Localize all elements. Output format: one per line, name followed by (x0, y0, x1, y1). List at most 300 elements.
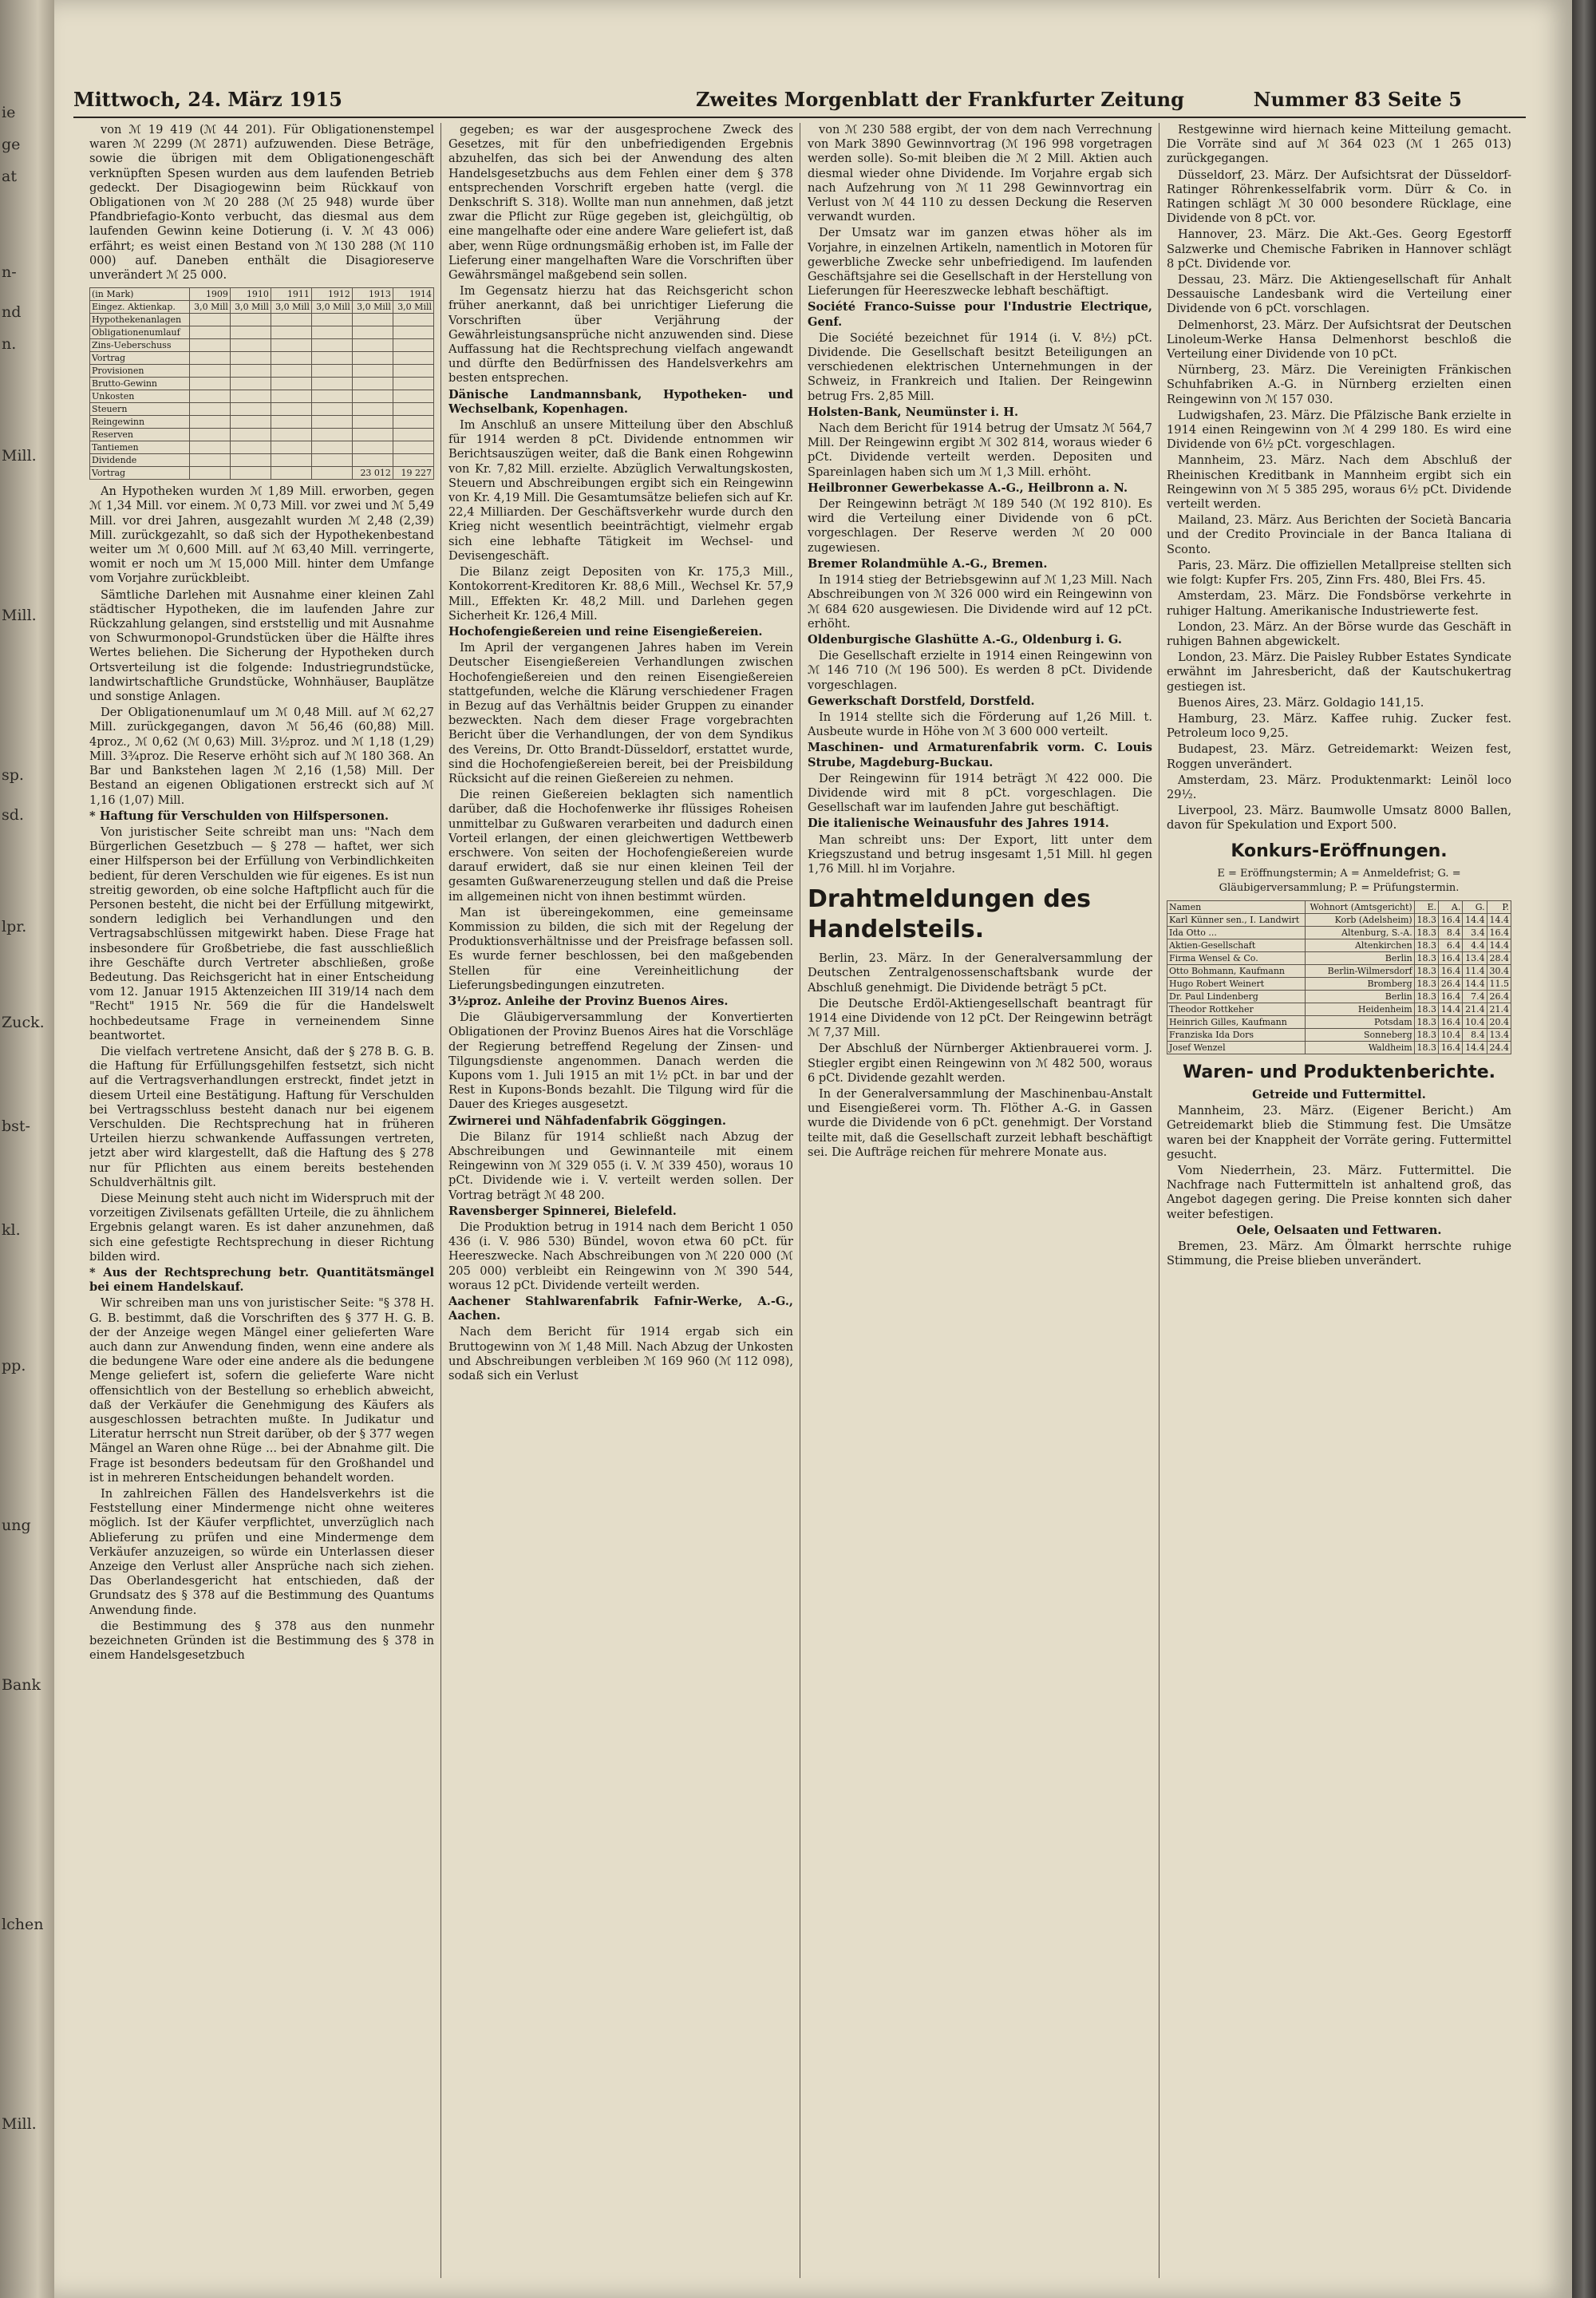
article-text: Paris, 23. März. Die offiziellen Metallpreise stellten sich wie folgt: Kupfer Frs. 205, Zinn Frs. 480, Blei Frs. 45. (1167, 558, 1511, 587)
article-text: Man ist übereingekommen, eine gemeinsame Kommission zu bilden, die sich mit der Regelung der Produktionsverhältnisse und der Preisfrage befassen soll. Es wurde ferner beschlossen, bei den maßgebenden Stellen für eine Vereinheitlichung der Lieferungsbedingungen einzutreten. (448, 905, 793, 992)
table-cell (230, 326, 271, 339)
article-text: Sämtliche Darlehen mit Ausnahme einer kleinen Zahl städtischer Hypotheken, die im laufenden Jahre zur Rückzahlung gelangen, sind erststellig und mit Ausnahme von Schwurmonopol-Grundstücken über die Hälfte ihres Wertes beliehen. Die Sicherung der Hypotheken durch Ortsverteilung ist die folgende: Industriegrundstücke, landwirtschaftliche Grundstücke, Wohnhäuser, Bauplätze und sonstige Anlagen. (89, 587, 434, 704)
table-cell (271, 365, 311, 378)
header-date: Mittwoch, 24. März 1915 (73, 88, 342, 111)
table-cell (393, 403, 433, 416)
table-body (1167, 913, 1511, 1054)
strip-fragment: sd. (2, 806, 24, 824)
table-cell (311, 441, 352, 454)
table-header-cell: 1909 (189, 288, 230, 301)
table-cell: 3.4 (1463, 926, 1487, 939)
section-subtitle: E = Eröffnungstermin; A = Anmeldefrist; G. = Gläubigerversammlung; P. = Prüfungstermin. (1217, 867, 1461, 894)
strip-fragment: bst- (2, 1117, 30, 1135)
table-cell: Sonneberg (1305, 1028, 1414, 1041)
table-cell (352, 454, 393, 467)
table-cell: 18.3 (1414, 951, 1438, 964)
table-header-cell: E. (1414, 900, 1438, 913)
article-text: Der Umsatz war im ganzen etwas höher als im Vorjahre, in einzelnen Artikeln, namentlich in Motoren für gewerbliche Zwecke sehr unbefriedigend. Im laufenden Geschäftsjahre sei die Gesellschaft in der Herstellung von Lieferungen für Heereszwecke lebhaft beschäftigt. (808, 226, 1152, 299)
article-heading: Heilbronner Gewerbekasse A.-G., Heilbronn a. N. (808, 481, 1128, 495)
section-title-waren: Waren- und Produktenberichte. (1182, 1062, 1496, 1082)
table-cell: 8.4 (1463, 1028, 1487, 1041)
table-cell: Josef Wenzel (1167, 1041, 1306, 1054)
article-heading: Hochofengießereien und reine Eisengießereien. (448, 624, 763, 639)
statistics-table (89, 287, 434, 480)
article-heading: Dänische Landmannsbank, Hypotheken- und Wechselbank, Kopenhagen. (448, 387, 793, 416)
table-cell: 26.4 (1487, 990, 1511, 1003)
table-cell: 4.4 (1463, 939, 1487, 951)
table-cell (230, 454, 271, 467)
article-text: In der Generalversammlung der Maschinenbau-Anstalt und Eisengießerei vorm. Th. Flöther A.-G. in Gassen wurde die Dividende von 6 pCt. genehmigt. Der Vorstand teilte mit, daß die Gesellschaft zurzeit lebhaft beschäftigt sei. Die Aufträge reichen für mehrere Monate aus. (808, 1086, 1152, 1159)
table-row (90, 441, 434, 454)
article-text: Hannover, 23. März. Die Akt.-Ges. Georg Egestorff Salzwerke und Chemische Fabriken in Hannover schlägt 8 pCt. Dividende vor. (1167, 227, 1511, 271)
table-cell: Berlin-Wilmersdorf (1305, 964, 1414, 977)
article-heading: Maschinen- und Armaturenfabrik vorm. C. Louis Strube, Magdeburg-Buckau. (808, 741, 1152, 769)
table-cell: 16.4 (1439, 951, 1463, 964)
table-cell: Tantiemen (90, 441, 190, 454)
table-header-cell: (in Mark) (90, 288, 190, 301)
table-cell (271, 441, 311, 454)
table-cell (230, 403, 271, 416)
table-cell: 16.4 (1439, 913, 1463, 926)
table-cell: 18.3 (1414, 977, 1438, 990)
table-cell (393, 352, 433, 365)
table-cell (230, 467, 271, 480)
table-cell (393, 454, 433, 467)
strip-fragment: Mill. (2, 2115, 37, 2133)
table-cell (230, 378, 271, 390)
article-text: Man schreibt uns: Der Export, litt unter dem Kriegszustand und betrug insgesamt 1,51 Mill. hl gegen 1,76 Mill. hl im Vorjahre. (808, 833, 1152, 876)
table-cell: 11.4 (1463, 964, 1487, 977)
table-cell (271, 378, 311, 390)
table-cell (271, 314, 311, 326)
header-issue: Nummer 83 Seite 5 (1253, 88, 1462, 111)
table-row (90, 339, 434, 352)
table-row (1167, 1015, 1511, 1028)
article-heading: Bremer Rolandmühle A.-G., Bremen. (808, 556, 1048, 571)
table-cell: Heidenheim (1305, 1003, 1414, 1015)
table-cell: Karl Künner sen., I. Landwirt (1167, 913, 1306, 926)
table-cell (311, 339, 352, 352)
table-header-cell: P. (1487, 900, 1511, 913)
strip-fragment: nd (2, 303, 22, 321)
table-cell (189, 441, 230, 454)
table-cell: Hugo Robert Weinert (1167, 977, 1306, 990)
column-3 (808, 123, 1152, 2270)
table-row (90, 403, 434, 416)
table-cell: 24.4 (1487, 1041, 1511, 1054)
article-heading: Zwirnerei und Nähfadenfabrik Göggingen. (448, 1113, 726, 1128)
table-cell: 14.4 (1439, 1003, 1463, 1015)
article-text: Der Abschluß der Nürnberger Aktienbrauerei vorm. J. Stiegler ergibt einen Reingewinn von ℳ 482 500, woraus 6 pCt. Dividende gezahlt werden. (808, 1042, 1152, 1085)
table-cell (230, 416, 271, 429)
table-cell: Brutto-Gewinn (90, 378, 190, 390)
table-cell (230, 429, 271, 441)
article-text: Restgewinne wird hiernach keine Mitteilung gemacht. Die Vorräte sind auf ℳ 364 023 (ℳ 1 265 013) zurückgegangen. (1167, 123, 1511, 166)
article-text: Die Société bezeichnet für 1914 (i. V. 8½) pCt. Dividende. Die Gesellschaft besitzt Beteiligungen an verschiedenen elektrischen Unternehmungen in der Schweiz, in Frankreich und Italien. Der Reingewinn betrug Frs. 2,85 Mill. (808, 330, 1152, 403)
article-text: In zahlreichen Fällen des Handelsverkehrs ist die Feststellung einer Mindermenge nicht ohne weiteres möglich. Ist der Käufer verpflichtet, unverzüglich nach Ablieferung zu prüfen und eine Mindermenge dem Verkäufer anzuzeigen, so würde ein Unterlassen dieser Anzeige den Verlust aller Ansprüche nach sich ziehen. Das Oberlandesgericht hat entschieden, daß der Grundsatz des § 378 auf die Bestimmung des Quantums Anwendung finde. (89, 1487, 434, 1617)
strip-fragment: n- (2, 263, 17, 281)
article-text: Berlin, 23. März. In der Generalversammlung der Deutschen Zentralgenossenschaftsbank wurde der Abschluß genehmigt. Die Dividende beträgt 5 pCt. (808, 951, 1152, 995)
article-text: Diese Meinung steht auch nicht im Widerspruch mit der vorzeitigen Zivilsenats gefällten Urteile, die zu ähnlichem Ergebnis gelangt waren. Es ist daher anzunehmen, daß sich eine gefestigte Rechtsprechung in dieser Richtung bilden wird. (89, 1191, 434, 1264)
table-cell (393, 390, 433, 403)
table-cell: 3,0 Mill (352, 301, 393, 314)
article-text: Im Anschluß an unsere Mitteilung über den Abschluß für 1914 werden 8 pCt. Dividende entnommen wir Berichtsauszügen weiter, daß die Bank einen Rohgewinn von Kr. 7,82 Mill. erzielte. Abzüglich Verwaltungskosten, Steuern und Abschreibungen ergibt sich ein Reingewinn von Kr. 4,19 Mill. Die Gesamtumsätze beliefen sich auf Kr. 22,4 Milliarden. Der Geschäftsverkehr wurde durch den Krieg nicht wesentlich beeinträchtigt, vielmehr ergab sich eine lebhafte Tätigkeit im Wechsel- und Devisengeschäft. (448, 418, 793, 563)
table-cell (352, 429, 393, 441)
adjacent-page-strip (0, 0, 54, 2298)
article-text: In 1914 stellte sich die Förderung auf 1,26 Mill. t. Ausbeute wurde in Höhe von ℳ 3 600 000 verteilt. (808, 710, 1152, 739)
table-cell: 16.4 (1439, 990, 1463, 1003)
table-cell (189, 378, 230, 390)
table-row (90, 390, 434, 403)
table-cell: 13.4 (1487, 1028, 1511, 1041)
table-header-cell: G. (1463, 900, 1487, 913)
page-header (73, 88, 1494, 120)
table-cell: Potsdam (1305, 1015, 1414, 1028)
article-heading: Holsten-Bank, Neumünster i. H. (808, 405, 1019, 419)
column-4 (1167, 123, 1511, 2270)
table-cell (393, 314, 433, 326)
table-cell (189, 390, 230, 403)
table-cell (352, 378, 393, 390)
table-body (90, 301, 434, 480)
table-row (1167, 1028, 1511, 1041)
strip-fragment: ung (2, 1517, 31, 1534)
table-header-cell: 1912 (311, 288, 352, 301)
column-2 (448, 123, 793, 2270)
table-cell: Otto Bohmann, Kaufmann (1167, 964, 1306, 977)
table-cell: 14.4 (1463, 977, 1487, 990)
table-cell: Korb (Adelsheim) (1305, 913, 1414, 926)
table-cell (189, 339, 230, 352)
table-cell (393, 326, 433, 339)
table-cell: Berlin (1305, 951, 1414, 964)
table-cell: 8.4 (1439, 926, 1463, 939)
table-cell: Eingez. Aktienkap. (90, 301, 190, 314)
article-text: Hamburg, 23. März. Kaffee ruhig. Zucker fest. Petroleum loco 9,25. (1167, 711, 1511, 741)
article-text: Von juristischer Seite schreibt man uns: "Nach dem Bürgerlichen Gesetzbuch — § 278 — haftet, wer sich einer Hilfsperson bei der Erfüllung von Verbindlichkeiten bedient, für deren Verschulden wie für eigenes. Es ist nun streitig geworden, ob eine solche Haftpflicht auch für die Personen besteht, die nicht bei der Erfüllung mitgewirkt, sondern lediglich bei Verhandlungen und den Vertragsabschlüssen mitgewirkt haben. Diese Frage hat insbesondere für Großbetriebe, die fast ausschließlich ihre Geschäfte durch Vertreter abschließen, große Bedeutung. Das Reichsgericht hat in einer Entscheidung vom 12. Januar 1915 Aktenzeichen III 319/14 nach dem "Recht" 1915 Nr. 569 die für die Handelswelt hochbedeutsame Frage in verneinendem Sinne beantwortet. (89, 825, 434, 1042)
table-cell (189, 365, 230, 378)
column-divider (440, 123, 441, 2278)
table-header-cell: A. (1439, 900, 1463, 913)
table-header-cell: 1910 (230, 288, 271, 301)
table-row (90, 429, 434, 441)
article-text: Die Bilanz zeigt Depositen von Kr. 175,3 Mill., Kontokorrent-Kreditoren Kr. 88,6 Mill., Wechsel Kr. 57,9 Mill., Effekten Kr. 48,2 Mill. und Darlehen gegen Sicherheit Kr. 126,4 Mill. (448, 565, 793, 623)
strip-fragment: kl. (2, 1221, 21, 1239)
table-cell: Vortrag (90, 352, 190, 365)
article-heading: Société Franco-Suisse pour l'Industrie Electrique, Genf. (808, 300, 1152, 329)
article-text: An Hypotheken wurden ℳ 1,89 Mill. erworben, gegen ℳ 1,34 Mill. vor einem. ℳ 0,73 Mill. vor zwei und ℳ 5,49 Mill. vor drei Jahren, ausgezahlt wurden ℳ 2,48 (2,39) Mill. zurückgezahlt, so daß sich der Hypothekenbestand weiter um ℳ 0,600 Mill. auf ℳ 63,40 Mill. verringerte, womit er noch um ℳ 15,000 Mill. hinter dem Umfange vom Vorjahre zurückbleibt. (89, 485, 434, 586)
section-title-konkurs: Konkurs-Eröffnungen. (1231, 840, 1448, 861)
article-text: In 1914 stieg der Betriebsgewinn auf ℳ 1,23 Mill. Nach Abschreibungen von ℳ 326 000 wird ein Reingewinn von ℳ 684 620 ausgewiesen. Die Dividende wird auf 12 pCt. erhöht. (808, 573, 1152, 631)
table-cell (271, 326, 311, 339)
article-text: Die Deutsche Erdöl-Aktiengesellschaft beantragt für 1914 eine Dividende von 12 pCt. Der Reingewinn beträgt ℳ 7,37 Mill. (808, 996, 1152, 1040)
table-cell (189, 403, 230, 416)
table-cell (352, 441, 393, 454)
table-cell (311, 352, 352, 365)
article-text: Die reinen Gießereien beklagten sich namentlich darüber, daß die Hochofenwerke ihr flüssiges Roheisen unmittelbar zu Gußwaren verarbeiten und dadurch einen Vorteil erlangen, der einen gleichwertigen Wettbewerb erschwere. Von seiten der Hochofengießereien wurde darauf erwidert, daß sie nur einen kleinen Teil der gesamten Gußwarenerzeugung stellen und daß die Preise im allgemeinen nicht von ihnen bestimmt würden. (448, 788, 793, 904)
table-cell (311, 365, 352, 378)
konkurs-table (1167, 900, 1511, 1054)
table-header-cell: 1911 (271, 288, 311, 301)
table-cell: Obligationenumlauf (90, 326, 190, 339)
table-cell: 18.3 (1414, 926, 1438, 939)
table-cell: 18.3 (1414, 1041, 1438, 1054)
table-cell: 3,0 Mill (311, 301, 352, 314)
table-cell (311, 403, 352, 416)
article-text: Mannheim, 23. März. (Eigener Bericht.) Am Getreidemarkt blieb die Stimmung fest. Die Umsätze waren bei der Knappheit der Vorräte gering. Futtermittel gesucht. (1167, 1104, 1511, 1161)
strip-fragment: Mill. (2, 447, 37, 465)
table-cell (230, 314, 271, 326)
table-cell: Zins-Ueberschuss (90, 339, 190, 352)
table-cell (352, 416, 393, 429)
table-cell (189, 416, 230, 429)
table-row (1167, 1041, 1511, 1054)
table-cell (311, 390, 352, 403)
strip-fragment: ie (2, 104, 16, 121)
table-cell: 30.4 (1487, 964, 1511, 977)
article-text: Amsterdam, 23. März. Produktenmarkt: Leinöl loco 29½. (1167, 773, 1511, 801)
table-cell (271, 416, 311, 429)
strip-fragment: ge (2, 136, 21, 153)
table-cell (271, 339, 311, 352)
table-cell: 26.4 (1439, 977, 1463, 990)
article-text: Der Reingewinn für 1914 beträgt ℳ 422 000. Die Dividende wird mit 8 pCt. vorgeschlagen. Die Gesellschaft war im laufenden Jahre gut beschäftigt. (808, 771, 1152, 815)
table-cell (352, 314, 393, 326)
table-cell (352, 326, 393, 339)
article-text: Nach dem Bericht für 1914 ergab sich ein Bruttogewinn von ℳ 1,48 Mill. Nach Abzug der Unkosten und Abschreibungen verbleiben ℳ 169 960 (ℳ 112 098), sodaß sich ein Verlust (448, 1325, 793, 1383)
table-cell (271, 429, 311, 441)
strip-fragment: lpr. (2, 918, 27, 935)
table-header-row (1167, 900, 1511, 913)
table-header-row (90, 288, 434, 301)
table-cell (189, 429, 230, 441)
table-cell: 18.3 (1414, 1015, 1438, 1028)
table-row (1167, 926, 1511, 939)
article-text: Im April der vergangenen Jahres haben im Verein Deutscher Eisengießereien Verhandlungen zwischen Hochofengießereien und den reinen Eisengießereien stattgefunden, welche die Klärung verschiedener Fragen in Bezug auf das Verhältnis beider Gruppen zu einander bezweckten. Nach dem dieser Frage vorgebrachten Bericht über die Verhandlungen, der von dem Syndikus des Vereins, Dr. Otto Brandt-Düsseldorf, erstattet wurde, sind die Hochofengießereien bereit, bei der Preisbildung Rücksicht auf die reinen Gießereien zu nehmen. (448, 641, 793, 785)
table-cell (189, 467, 230, 480)
table-row (1167, 939, 1511, 951)
table-cell (393, 378, 433, 390)
article-text: Buenos Aires, 23. März. Goldagio 141,15. (1178, 695, 1424, 710)
table-cell: 18.3 (1414, 913, 1438, 926)
table-row (1167, 990, 1511, 1003)
table-cell: Waldheim (1305, 1041, 1414, 1054)
column-1 (89, 123, 434, 2270)
article-text: Budapest, 23. März. Getreidemarkt: Weizen fest, Roggen unverändert. (1167, 742, 1511, 771)
article-text: von ℳ 19 419 (ℳ 44 201). Für Obligationenstempel waren ℳ 2299 (ℳ 2871) aufzuwenden. Diese Beträge, sowie die übrigen mit dem Obligationengeschäft verknüpften Spesen wurden aus dem laufenden Betrieb gedeckt. Der Disagiogewinn beim Rückkauf von Obligationen von ℳ 20 288 (ℳ 25 948) wurde über Pfandbriefagio-Konto verbucht, das diesmal aus dem laufenden Gewinn keine Dotierung (i. V. ℳ 43 006) erfährt; es weist einen Bestand von ℳ 130 288 (ℳ 110 000) auf. Daneben enthält die Disagioreserve unverändert ℳ 25 000. (89, 123, 434, 283)
table-header-cell: Namen (1167, 900, 1306, 913)
table-cell: Unkosten (90, 390, 190, 403)
table-cell: 3,0 Mill (230, 301, 271, 314)
article-heading: Oele, Oelsaaten und Fettwaren. (1236, 1223, 1442, 1237)
table-cell (311, 378, 352, 390)
table-row (90, 467, 434, 480)
table-cell: 19 227 (393, 467, 433, 480)
table-cell: Hypothekenanlagen (90, 314, 190, 326)
article-text: Im Gegensatz hierzu hat das Reichsgericht schon früher anerkannt, daß bei unrichtiger Lieferung die Vorschriften über Verjährung der Gewährleistungsansprüche nicht anzuwenden sind. Diese Auffassung hat die Rechtsprechung vielfach angewandt und dürfte den Bedürfnissen des Handelsverkehrs am besten entsprechen. (448, 284, 793, 386)
table-cell (230, 339, 271, 352)
table-cell (271, 352, 311, 365)
table-row (1167, 913, 1511, 926)
table-row (90, 326, 434, 339)
table-cell: 16.4 (1439, 964, 1463, 977)
article-text: von ℳ 230 588 ergibt, der von dem nach Verrechnung von Mark 3890 Gewinnvortrag (ℳ 196 998 vorgetragen werden solle). So-mit bleiben die ℳ 2 Mill. Aktien auch diesmal wieder ohne Dividende. Im Vorjahre ergab sich nach Aufzehrung von ℳ 11 298 Gewinnvortrag ein Verlust von ℳ 44 110 zu dessen Deckung die Reserven verwandt wurden. (808, 123, 1152, 224)
table-cell: 16.4 (1439, 1015, 1463, 1028)
article-text: Der Reingewinn beträgt ℳ 189 540 (ℳ 192 810). Es wird die Verteilung einer Dividende von 6 pCt. vorgeschlagen. Der Reserve werden ℳ 20 000 zugewiesen. (808, 497, 1152, 555)
table-cell: 18.3 (1414, 939, 1438, 951)
article-text: Delmenhorst, 23. März. Der Aufsichtsrat der Deutschen Linoleum-Werke Hansa Delmenhorst beschloß die Verteilung einer Dividende von 10 pCt. (1167, 318, 1511, 362)
table-cell: Aktien-Gesellschaft (1167, 939, 1306, 951)
table-cell: 21.4 (1487, 1003, 1511, 1015)
table-row (1167, 951, 1511, 964)
article-heading: * Aus der Rechtsprechung betr. Quantitätsmängel bei einem Handelskauf. (89, 1266, 434, 1295)
table-cell (352, 365, 393, 378)
table-cell: Heinrich Gilles, Kaufmann (1167, 1015, 1306, 1028)
table-cell (189, 314, 230, 326)
article-text: London, 23. März. An der Börse wurde das Geschäft in ruhigen Bahnen abgewickelt. (1167, 619, 1511, 648)
table-cell: Reingewinn (90, 416, 190, 429)
table-cell (352, 339, 393, 352)
table-row (1167, 964, 1511, 977)
table-cell: 14.4 (1487, 939, 1511, 951)
table-cell: 14.4 (1463, 1041, 1487, 1054)
article-text: Düsseldorf, 23. März. Der Aufsichtsrat der Düsseldorf-Ratinger Röhrenkesselfabrik vorm. Dürr & Co. in Ratingen schlägt ℳ 30 000 besondere Rücklage, eine Dividende von 8 pCt. vor. (1167, 168, 1511, 226)
table-cell (311, 326, 352, 339)
table-cell (393, 339, 433, 352)
article-text: Die Produktion betrug in 1914 nach dem Bericht 1 050 436 (i. V. 986 530) Bündel, wovon etwa 60 pCt. für Heereszwecke. Nach Abschreibungen von ℳ 220 000 (ℳ 205 000) verbleibt ein Reingewinn von ℳ 390 544, woraus 12 pCt. Dividende verteilt werden. (448, 1220, 793, 1292)
article-text: Nürnberg, 23. März. Die Vereinigten Fränkischen Schuhfabriken A.-G. in Nürnberg erzielten einen Reingewinn von ℳ 157 030. (1167, 363, 1511, 406)
table-cell: 16.4 (1439, 1041, 1463, 1054)
table-cell: Ida Otto ... (1167, 926, 1306, 939)
table-header-cell: Wohnort (Amtsgericht) (1305, 900, 1414, 913)
article-text: gegeben; es war der ausgesprochene Zweck des Gesetzes, mit für den unbefriedigenden Ergebnis abzuhelfen, das sich bei der Anwendung des alten Handelsgesetzbuchs aus dem Fehlen einer dem § 378 entsprechenden Vorschrift ergeben hatte (vergl. die Denkschrift S. 318). Wollte man nun annehmen, daß jetzt zwar die Pflicht zur Rüge gegeben ist, gleichgültig, ob eine mangelhafte oder eine andere Ware geliefert ist, daß aber, wenn Rüge ordnungsmäßig erhoben ist, im Falle der Lieferung einer mangelhaften Ware die Vorschriften über Gewährsmängel maßgebend sein sollen. (448, 123, 793, 283)
article-heading: Die italienische Weinausfuhr des Jahres 1914. (808, 817, 1109, 831)
table-cell (189, 326, 230, 339)
table-cell: Berlin (1305, 990, 1414, 1003)
article-text: Amsterdam, 23. März. Die Fondsbörse verkehrte in ruhiger Haltung. Amerikanische Industriewerte fest. (1167, 589, 1511, 618)
table-cell: 18.3 (1414, 1028, 1438, 1041)
table-cell: 7.4 (1463, 990, 1487, 1003)
strip-fragment: Zuck. (2, 1014, 45, 1031)
table-row (90, 314, 434, 326)
article-text: Ludwigshafen, 23. März. Die Pfälzische Bank erzielte in 1914 einen Reingewinn von ℳ 4 299 180. Es wird eine Dividende von 6½ pCt. vorgeschlagen. (1167, 408, 1511, 452)
article-text: Liverpool, 23. März. Baumwolle Umsatz 8000 Ballen, davon für Spekulation und Export 500. (1167, 804, 1511, 833)
table-cell: Dr. Paul Lindenberg (1167, 990, 1306, 1003)
table-cell (393, 429, 433, 441)
article-text: Mailand, 23. März. Aus Berichten der Società Bancaria und der Credito Provinciale in der Banca Italiana di Sconto. (1167, 513, 1511, 556)
table-cell (393, 441, 433, 454)
strip-fragment: Mill. (2, 607, 37, 624)
table-cell: 18.3 (1414, 1003, 1438, 1015)
table-cell (311, 314, 352, 326)
article-text: Dessau, 23. März. Die Aktiengesellschaft für Anhalt Dessauische Landesbank wird die Verteilung einer Dividende von 6 pCt. vorschlagen. (1167, 273, 1511, 316)
table-cell: 20.4 (1487, 1015, 1511, 1028)
table-cell (271, 467, 311, 480)
strip-fragment: n. (2, 335, 17, 353)
table-cell (393, 365, 433, 378)
table-cell: Provisionen (90, 365, 190, 378)
article-text: London, 23. März. Die Paisley Rubber Estates Syndicate erwähnt im Jahresbericht, daß der Kautschukertrag gestiegen ist. (1167, 651, 1511, 694)
table-cell: 28.4 (1487, 951, 1511, 964)
strip-fragment: at (2, 168, 17, 185)
article-text: Bremen, 23. März. Am Ölmarkt herrschte ruhige Stimmung, die Preise blieben unverändert. (1167, 1239, 1511, 1268)
table-cell: 11.5 (1487, 977, 1511, 990)
table-cell: 10.4 (1463, 1015, 1487, 1028)
article-heading: Aachener Stahlwarenfabrik Fafnir-Werke, A.-G., Aachen. (448, 1295, 793, 1323)
table-row (90, 301, 434, 314)
table-cell: Franziska Ida Dors (1167, 1028, 1306, 1041)
article-heading: Getreide und Futtermittel. (1252, 1087, 1426, 1102)
table-cell (311, 416, 352, 429)
table-cell: 13.4 (1463, 951, 1487, 964)
table-cell: 23 012 (352, 467, 393, 480)
article-heading: Oldenburgische Glashütte A.-G., Oldenburg i. G. (808, 632, 1122, 647)
table-cell (230, 352, 271, 365)
table-cell: Theodor Rottkeher (1167, 1003, 1306, 1015)
table-cell: 14.4 (1487, 913, 1511, 926)
table-row (90, 352, 434, 365)
table-cell: 18.3 (1414, 990, 1438, 1003)
table-cell (230, 441, 271, 454)
table-cell: Reserven (90, 429, 190, 441)
table-cell: 3,0 Mill (271, 301, 311, 314)
header-rule (73, 117, 1526, 118)
table-cell: Vortrag (90, 467, 190, 480)
table-cell: Steuern (90, 403, 190, 416)
section-title-drahtmeldungen: Drahtmeldungen des Handelsteils. (808, 885, 1092, 944)
table-cell (271, 390, 311, 403)
table-cell: Altenburg, S.-A. (1305, 926, 1414, 939)
table-cell (230, 390, 271, 403)
table-cell (311, 467, 352, 480)
header-edition: Zweites Morgenblatt der Frankfurter Zeitung (696, 88, 1184, 111)
table-cell: 10.4 (1439, 1028, 1463, 1041)
table-cell: Dividende (90, 454, 190, 467)
strip-fragment: sp. (2, 766, 24, 784)
article-text: Die Bilanz für 1914 schließt nach Abzug der Abschreibungen und Gewinnanteile mit einem Reingewinn von ℳ 329 055 (i. V. ℳ 339 450), woraus 10 pCt. Dividende wie i. V. verteilt werden sollen. Der Vortrag beträgt ℳ 48 200. (448, 1129, 793, 1202)
table-cell: 16.4 (1487, 926, 1511, 939)
table-cell (311, 454, 352, 467)
strip-fragment: lchen (2, 1916, 44, 1933)
table-cell (230, 365, 271, 378)
table-row (1167, 1003, 1511, 1015)
table-header-cell: 1913 (352, 288, 393, 301)
article-text: die Bestimmung des § 378 aus den nunmehr bezeichneten Gründen ist die Bestimmung des § 378 in einem Handelsgesetzbuch (89, 1619, 434, 1663)
article-heading: Ravensberger Spinnerei, Bielefeld. (448, 1204, 677, 1218)
table-cell: 6.4 (1439, 939, 1463, 951)
article-text: Die Gesellschaft erzielte in 1914 einen Reingewinn von ℳ 146 710 (ℳ 196 500). Es werden 8 pCt. Dividende vorgeschlagen. (808, 649, 1152, 692)
table-row (90, 365, 434, 378)
table-cell: 21.4 (1463, 1003, 1487, 1015)
table-cell: Bromberg (1305, 977, 1414, 990)
table-row (90, 416, 434, 429)
table-row (90, 378, 434, 390)
article-text: Die Gläubigerversammlung der Konvertierten Obligationen der Provinz Buenos Aires hat die Vorschläge der Regierung betreffend Regelung der Zinsen- und Tilgungsdienste angenommen. Danach werden die Kupons vom 1. Juli 1915 an mit 1½ pCt. in bar und der Rest in Kupons-Bonds bezahlt. Die Tilgung wird für die Dauer des Krieges ausgesetzt. (448, 1011, 793, 1112)
strip-fragment: Bank (2, 1676, 41, 1694)
article-text: Der Obligationenumlauf um ℳ 0,48 Mill. auf ℳ 62,27 Mill. zurückgegangen, davon ℳ 56,46 (60,88) Mill. 4proz., ℳ 0,62 (ℳ 0,63) Mill. 3½proz. und ℳ 1,18 (1,29) Mill. 3¾proz. Die Reserve erhöht sich auf ℳ 180 368. An Bar und Bankstehen lagen ℳ 2,16 (1,58) Mill. Der Bestand an eigenen Obligationen erstreckt sich auf ℳ 1,16 (1,07) Mill. (89, 706, 434, 807)
table-cell (352, 403, 393, 416)
table-row (1167, 977, 1511, 990)
table-row (90, 454, 434, 467)
article-heading: * Haftung für Verschulden von Hilfspersonen. (89, 809, 389, 823)
table-cell: Firma Wensel & Co. (1167, 951, 1306, 964)
table-cell (352, 390, 393, 403)
strip-fragment: pp. (2, 1357, 26, 1374)
table-cell: Altenkirchen (1305, 939, 1414, 951)
article-text: Vom Niederrhein, 23. März. Futtermittel. Die Nachfrage nach Futtermitteln ist anhaltend groß, das Angebot dagegen gering. Die Preise konnten sich daher weiter befestigen. (1167, 1163, 1511, 1221)
article-heading: Gewerkschaft Dorstfeld, Dorstfeld. (808, 694, 1035, 708)
table-cell: 18.3 (1414, 964, 1438, 977)
